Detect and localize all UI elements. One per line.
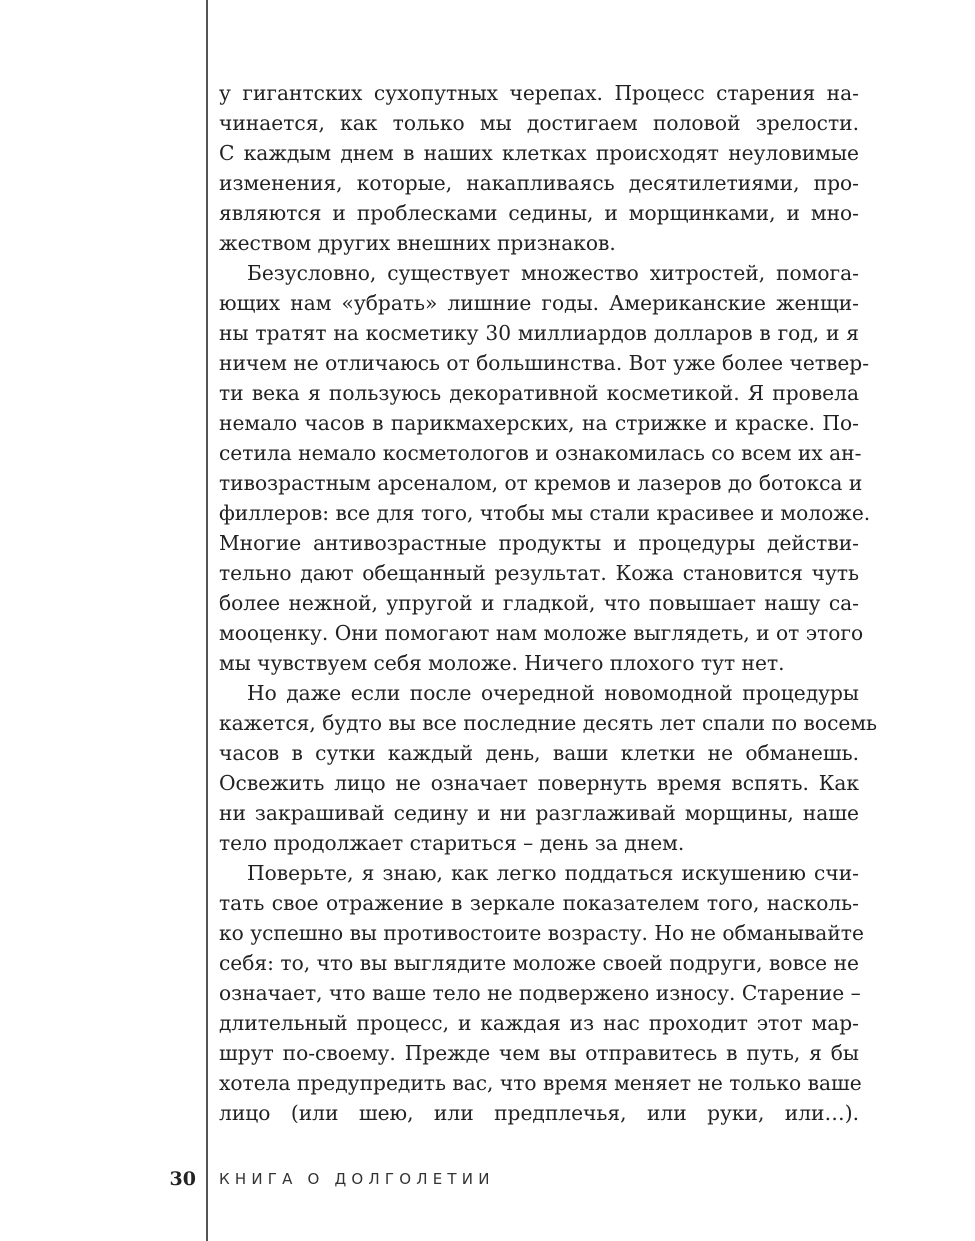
text-line: ны тратят на косметику 30 миллиардов долларов в год, и я: [219, 321, 859, 345]
body-text: [219, 78, 878, 1128]
text-line: являются и проблесками седины, и морщинками, и мно-: [219, 201, 859, 225]
running-title: КНИГА О ДОЛГОЛЕТИИ: [219, 1170, 495, 1188]
text-line: мы чувствуем себя моложе. Ничего плохого тут нет.: [219, 651, 785, 675]
text-line: ни закрашивай седину и ни разглаживай морщины, наше: [219, 801, 859, 825]
text-line: чинается, как только мы достигаем половой зрелости.: [219, 111, 859, 135]
text-line: у гигантских сухопутных черепах. Процесс старения на-: [219, 81, 859, 105]
text-line: ющих нам «убрать» лишние годы. Американские женщи-: [219, 291, 859, 315]
text-line: себя: то, что вы выглядите моложе своей подруги, вовсе не: [219, 951, 859, 975]
text-line: ко успешно вы противостоите возрасту. Но не обманывайте: [219, 921, 864, 945]
text-line: кажется, будто вы все последние десять лет спали по восемь: [219, 711, 878, 735]
text-line: Поверьте, я знаю, как легко поддаться искушению счи-: [247, 861, 859, 885]
text-line: лицо (или шею, или предплечья, или руки, или…).: [219, 1101, 859, 1125]
text-line: тельно дают обещанный результат. Кожа становится чуть: [219, 561, 859, 585]
text-line: жеством других внешних признаков.: [219, 231, 616, 255]
text-line: часов в сутки каждый день, ваши клетки не обманешь.: [219, 741, 859, 765]
text-line: филлеров: все для того, чтобы мы стали красивее и моложе.: [219, 501, 871, 525]
text-line: изменения, которые, накапливаясь десятилетиями, про-: [219, 171, 859, 195]
text-line: более нежной, упругой и гладкой, что повышает нашу са-: [219, 591, 859, 615]
text-line: хотела предупредить вас, что время меняет не только ваше: [219, 1071, 862, 1095]
text-line: С каждым днем в наших клетках происходят неуловимые: [219, 141, 859, 165]
text-line: Безусловно, существует множество хитростей, помога-: [247, 261, 859, 285]
text-line: мооценку. Они помогают нам моложе выглядеть, и от этого: [219, 621, 864, 645]
page-number: 30: [169, 1168, 196, 1190]
text-line: тать свое отражение в зеркале показателем того, насколь-: [219, 891, 859, 915]
margin-rule: [206, 0, 208, 1241]
text-line: тело продолжает стариться – день за днем.: [219, 831, 685, 855]
text-line: означает, что ваше тело не подвержено износу. Старение –: [219, 981, 861, 1005]
text-line: тивозрастным арсеналом, от кремов и лазеров до ботокса и: [219, 471, 863, 495]
text-line: шрут по-своему. Прежде чем вы отправитесь в путь, я бы: [219, 1041, 859, 1065]
text-line: Но даже если после очередной новомодной процедуры: [247, 681, 859, 705]
text-line: сетила немало косметологов и ознакомилась со всем их ан-: [219, 441, 862, 465]
text-line: длительный процесс, и каждая из нас проходит этот мар-: [219, 1011, 859, 1035]
text-line: Многие антивозрастные продукты и процедуры действи-: [219, 531, 859, 555]
text-line: Освежить лицо не означает повернуть время вспять. Как: [219, 771, 859, 795]
text-line: ти века я пользуюсь декоративной косметикой. Я провела: [219, 381, 859, 405]
text-line: ничем не отличаюсь от большинства. Вот уже более четвер-: [219, 351, 870, 375]
text-line: немало часов в парикмахерских, на стрижке и краске. По-: [219, 411, 859, 435]
